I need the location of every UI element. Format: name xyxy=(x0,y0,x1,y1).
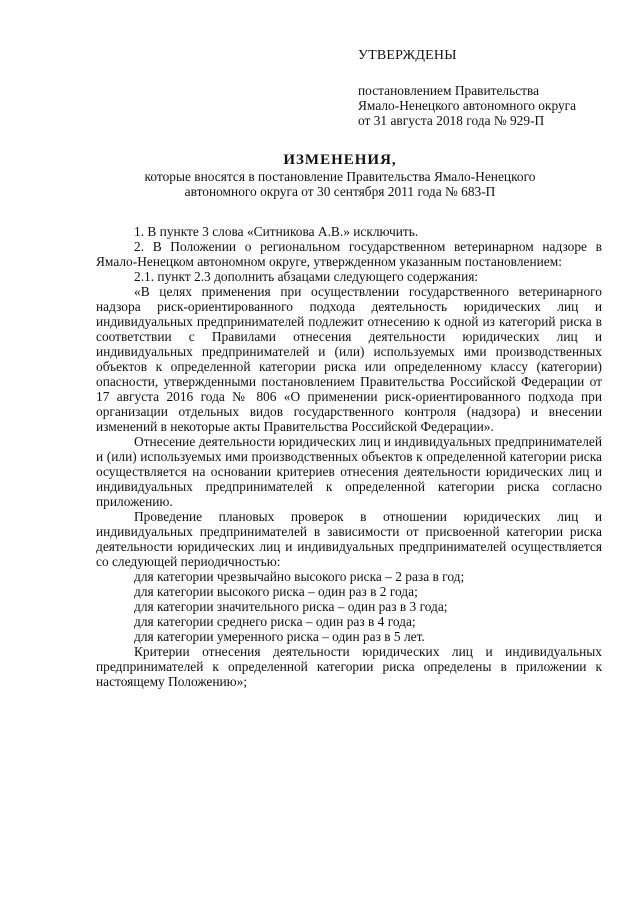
list-item: для категории значительного риска – один раз в 3 года; xyxy=(134,599,448,614)
document-heading xyxy=(80,151,600,199)
approval-stamp xyxy=(358,48,628,128)
paragraph-inspection-frequency: Проведение плановых проверок в отношении юридических лиц и индивидуальных предпринимателей в зависимости от присвоенной категории риска деятельности юридических лиц и индивидуальных предпринимателей осуществляется со следующей периодичностью: xyxy=(96,509,602,569)
list-item: для категории чрезвычайно высокого риска – 2 раза в год; xyxy=(134,569,465,584)
paragraph-item-2-1: 2.1. пункт 2.3 дополнить абзацами следующего содержания: xyxy=(134,269,479,284)
paragraph-item-1: 1. В пункте 3 слова «Ситникова А.В.» исключить. xyxy=(134,224,419,239)
document-title: ИЗМЕНЕНИЯ, xyxy=(283,152,397,168)
approval-line: от 31 августа 2018 года № 929-П xyxy=(358,113,545,128)
list-item: для категории умеренного риска – один раз в 5 лет. xyxy=(134,629,425,644)
document-body xyxy=(96,224,602,689)
paragraph-risk-assignment: Отнесение деятельности юридических лиц и индивидуальных предпринимателей и (или) используемых ими производственных объектов к определенной категории риска осуществляется на основании критериев отнесения деятельности юридических лиц и индивидуальных предпринимателей к определенной категории риска согласно приложению. xyxy=(96,434,602,509)
list-item: для категории среднего риска – один раз в 4 года; xyxy=(134,614,416,629)
paragraph-item-2: 2. В Положении о региональном государственном ветеринарном надзоре в Ямало-Ненецком автономном округе, утвержденном указанным постановлением: xyxy=(96,239,602,269)
approval-heading: УТВЕРЖДЕНЫ xyxy=(358,48,457,63)
approval-line: Ямало-Ненецкого автономного округа xyxy=(358,98,577,113)
approval-line: постановлением Правительства xyxy=(358,83,540,98)
paragraph-risk-approach: «В целях применения при осуществлении государственного ветеринарного надзора риск-ориентированного подхода деятельность юридических лиц и индивидуальных предпринимателей подлежит отнесению к одной из категорий риска в соответствии с Правилами отнесения деятельности юридических лиц и индивидуальных предпринимателей и (или) используемых ими производственных объектов к определенной категории риска или определенному классу (категории) опасности, утвержденными постановлением Правительства Российской Федерации от 17 августа 2016 года № 806 «О применении риск-ориентированного подхода при организации отдельных видов государственного контроля (надзора) и внесении изменений в некоторые акты Правительства Российской Федерации». xyxy=(96,284,602,434)
paragraph-criteria: Критерии отнесения деятельности юридических лиц и индивидуальных предпринимателей к определенной категории риска определены в приложении к настоящему Положению»; xyxy=(96,644,602,689)
list-item: для категории высокого риска – один раз в 2 года; xyxy=(134,584,418,599)
document-subtitle-line: которые вносятся в постановление Правительства Ямало-Ненецкого xyxy=(144,169,536,184)
document-subtitle-line: автономного округа от 30 сентября 2011 года № 683-П xyxy=(184,184,496,199)
